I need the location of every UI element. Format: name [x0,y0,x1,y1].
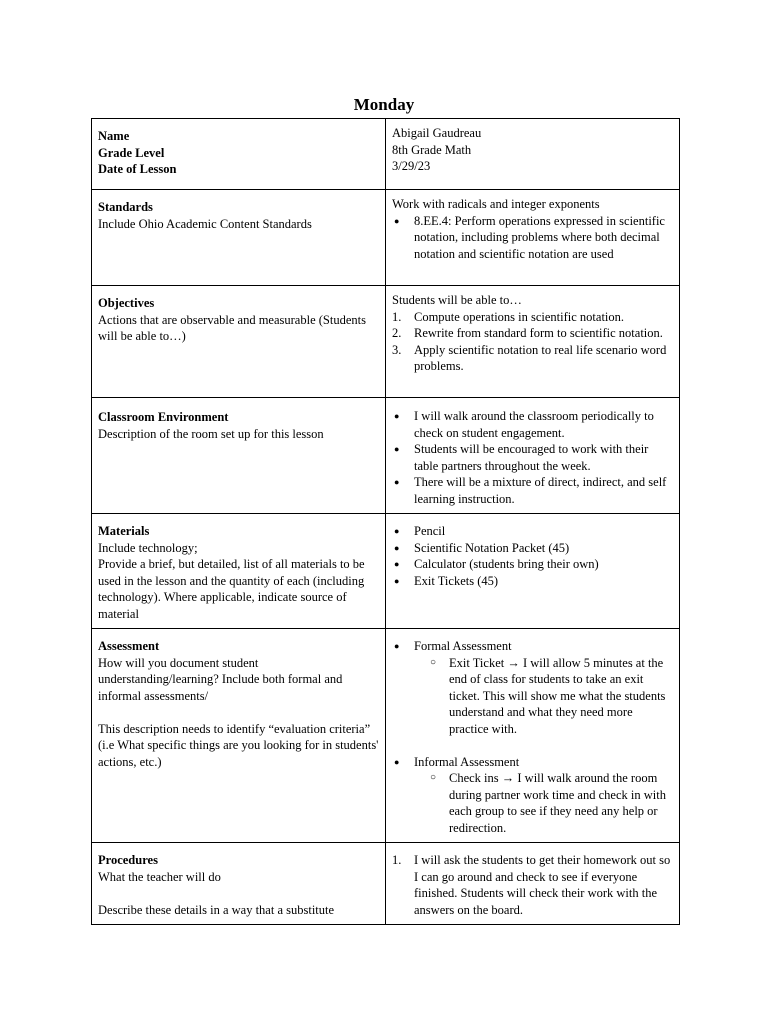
list-text: I will ask the students to get their homework out so I can go around and check to see if everyone finished. Students will check their work with the answers on the board. [414,853,671,917]
list-item: ● Students will be encouraged to work with their table partners throughout the week. [392,441,673,474]
procedures-label-cell [92,843,386,925]
assessment-content-cell [386,629,680,843]
list-item [392,325,673,342]
informal-assessment-list [392,754,673,837]
list-number: 1. [392,853,402,867]
list-item: ● 8.EE.4: Perform operations expressed in scientific notation, including problems where both decimal notation and scientific notation are used [392,213,673,263]
environment-list [392,408,673,507]
environment-content-cell [386,398,680,514]
procedures-heading: Procedures [98,853,158,867]
list-number: 3. [392,342,402,357]
materials-content-cell [386,514,680,629]
page-title: Monday [353,95,415,114]
formal-assessment-label: Formal Assessment [414,639,512,653]
list-item [392,852,673,918]
name-value: Abigail Gaudreau [392,126,482,140]
materials-heading: Materials [98,524,150,538]
standards-heading: Standards [98,200,153,214]
row-info [92,119,680,190]
standards-intro: Work with radicals and integer exponents [392,197,600,211]
objectives-content-cell [386,286,680,398]
spacer [392,737,673,754]
row-classroom-environment [92,398,680,514]
objectives-intro: Students will be able to… [392,293,522,307]
row-materials [92,514,680,629]
row-objectives [92,286,680,398]
procedures-list [392,852,673,918]
objectives-heading: Objectives [98,296,155,310]
list-text: Apply scientific notation to real life scenario word problems. [414,342,667,373]
list-item: ● Scientific Notation Packet (45) [392,540,673,557]
list-text: Rewrite from standard form to scientific notation. [414,326,663,340]
grade-level-value: 8th Grade Math [392,142,472,157]
standards-content-cell [386,190,680,286]
list-number: 2. [392,326,402,340]
date-of-lesson-label: Date of Lesson [98,162,177,176]
name-label: Name [98,129,130,143]
date-value: 3/29/23 [392,159,431,173]
environment-label-cell [92,398,386,514]
environment-description: Description of the room set up for this lesson [98,426,324,441]
row-procedures [92,843,680,925]
list-text: Compute operations in scientific notation. [414,309,625,324]
list-item [392,754,673,837]
list-item: ● Pencil [392,523,673,540]
info-values-cell [386,119,680,190]
objectives-label-cell [92,286,386,398]
list-item: ○ Check ins → I will walk around the room during partner work time and check in with each group to see if they need any help or redirection. [426,770,673,836]
procedures-description: What the teacher will do [98,869,221,884]
list-number: 1. [392,309,402,324]
list-item [392,309,673,326]
assessment-description-criteria: This description needs to identify “evaluation criteria” (i.e What specific things are you looking for in students' actions, etc.) [98,721,379,769]
row-standards [92,190,680,286]
informal-assessment-sublist [426,770,673,836]
materials-list [392,523,673,589]
objectives-description: Actions that are observable and measurable (Students will be able to…) [98,312,366,343]
list-item: ● Exit Tickets (45) [392,573,673,590]
standards-list [392,213,673,263]
procedures-content-cell [386,843,680,925]
standards-description: Include Ohio Academic Content Standards [98,216,312,231]
environment-heading: Classroom Environment [98,410,229,424]
row-assessment [92,629,680,843]
lesson-plan-table [91,118,680,925]
assessment-heading: Assessment [98,639,160,653]
informal-assessment-label: Informal Assessment [414,754,520,769]
spacer [98,885,379,902]
assessment-label-cell [92,629,386,843]
standards-label-cell [92,190,386,286]
procedures-description-substitute: Describe these details in a way that a substitute [98,902,335,917]
list-item: ○ Exit Ticket → I will allow 5 minutes at the end of class for students to take an exit ticket. This will show me what the students understand and what they need more practice with. [426,655,673,738]
list-item: ● I will walk around the classroom periodically to check on student engagement. [392,408,673,441]
list-item: ● Calculator (students bring their own) [392,556,673,573]
info-labels-cell [92,119,386,190]
materials-description: Include technology; Provide a brief, but detailed, list of all materials to be used in the lesson and the quantity of each (including technology). Where applicable, indicate source of material [98,540,365,621]
materials-label-cell [92,514,386,629]
list-item: ● There will be a mixture of direct, indirect, and self learning instruction. [392,474,673,507]
assessment-description: How will you document student understanding/learning? Include both formal and informal assessments/ [98,655,343,703]
formal-assessment-sublist [426,655,673,738]
formal-assessment-list [392,638,673,737]
spacer [98,704,379,721]
list-item [392,342,673,375]
grade-level-label: Grade Level [98,145,165,160]
list-item [392,638,673,737]
objectives-list [392,309,673,375]
